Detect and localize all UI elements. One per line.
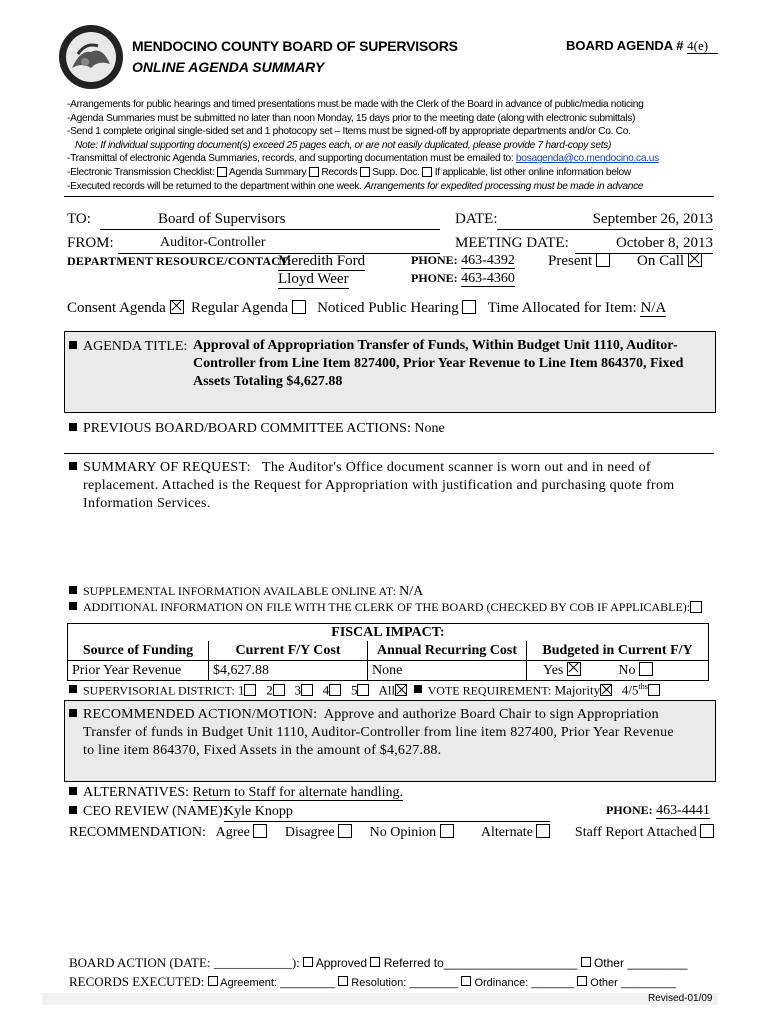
header-divider	[64, 196, 714, 197]
checkbox-regular-agenda[interactable]	[292, 300, 306, 314]
checkbox-district-5[interactable]	[357, 684, 369, 696]
checkbox-disagree[interactable]	[338, 824, 352, 838]
checkbox-on-call[interactable]	[688, 253, 702, 267]
agenda-type-row: Consent Agenda Regular Agenda Noticed Public Hearing Time Allocated for Item: N/A	[67, 300, 667, 316]
checkbox-present[interactable]	[596, 253, 610, 267]
phone-1-value[interactable]: 463-4392	[461, 253, 515, 268]
phone-1: PHONE: 463-4392	[411, 253, 515, 268]
checkbox-other-online[interactable]	[422, 167, 432, 177]
checkbox-district-2[interactable]	[273, 684, 285, 696]
checkbox-budgeted-no[interactable]	[639, 662, 653, 676]
to-field[interactable]: Board of Supervisors	[100, 211, 440, 230]
ceo-review: CEO REVIEW (NAME):	[69, 804, 227, 820]
from-field[interactable]: Auditor-Controller	[118, 235, 440, 254]
board-agenda	[566, 38, 718, 54]
contact-1[interactable]: Meredith Ford	[278, 253, 366, 269]
records-executed-row: RECORDS EXECUTED: Agreement: _________ Resolution: ________ Ordinance: _______ Other _________	[69, 974, 676, 989]
checkbox-resolution[interactable]	[338, 976, 348, 986]
district-row: SUPERVISORIAL DISTRICT: 1 2 3 4 5 All VOTE REQUIREMENT: Majority $4/5^{ths}$	[69, 682, 660, 698]
instruction-line: Note: If individual supporting document(s) exceed 25 pages each, or are not easily duplicated, please provide 7 hard-copy sets)	[75, 139, 612, 151]
contact-label: DEPARTMENT RESOURCE/CONTACT:	[67, 254, 292, 268]
fiscal-budgeted-cell: Yes No	[527, 661, 709, 681]
revised-note: Revised-01/09	[648, 993, 713, 1004]
checkbox-supp-doc[interactable]	[360, 167, 370, 177]
board-agenda-number: 4(e)	[687, 38, 718, 54]
alternatives: ALTERNATIVES: Return to Staff for alternate handling.	[69, 785, 403, 801]
fiscal-table	[67, 623, 709, 681]
ceo-name-field[interactable]: Kyle Knopp	[224, 804, 550, 822]
checkbox-noticed-hearing[interactable]	[462, 300, 476, 314]
board-agenda-label: BOARD AGENDA #	[566, 38, 684, 53]
instruction-line: -Agenda Summaries must be submitted no later than noon Monday, 15 days prior to the meeting date (along with electronic submittals)	[67, 112, 636, 124]
agenda-title-text: Approval of Appropriation Transfer of Funds, Within Budget Unit 1110, Auditor- Controller from Line Item 827400, Prior Year Revenue to Line Item 864370, Fixed Assets Totaling $4,627.88	[193, 338, 684, 389]
email-link[interactable]: bosagenda@co.mendocino.ca.us	[515, 153, 659, 165]
instruction-line: -Electronic Transmission Checklist: Agenda Summary Records Supp. Doc. If applicable, list other online information below	[67, 166, 631, 178]
recommendation-row: RECOMMENDATION: Agree Disagree No Opinion Alternate Staff Report Attached	[69, 824, 714, 841]
checkbox-referred[interactable]	[370, 957, 380, 967]
fiscal-header: Source of Funding	[68, 641, 209, 661]
checkbox-alternate[interactable]	[536, 824, 550, 838]
to-label: TO:	[67, 211, 91, 227]
county-seal	[58, 24, 124, 90]
phone-2: PHONE: 463-4360	[411, 271, 515, 286]
checkbox-budgeted-yes[interactable]	[567, 662, 581, 676]
checkbox-district-4[interactable]	[329, 684, 341, 696]
date-field[interactable]: September 26, 2013	[497, 211, 713, 230]
meeting-date-label: MEETING DATE:	[455, 235, 569, 251]
checkbox-majority[interactable]	[600, 684, 612, 696]
checkbox-district-1[interactable]	[244, 684, 256, 696]
meeting-date-field[interactable]: October 8, 2013	[575, 235, 713, 254]
fiscal-header: Current F/Y Cost	[209, 641, 368, 661]
checkbox-records[interactable]	[309, 167, 319, 177]
checkbox-additional-info[interactable]	[690, 601, 702, 613]
instruction-line: -Transmittal of electronic Agenda Summaries, records, and supporting documentation must be emailed to: bosagenda@co.mendocino.ca.us	[67, 153, 659, 165]
checkbox-agreement[interactable]	[208, 976, 218, 986]
checkbox-district-all[interactable]	[395, 684, 407, 696]
previous-divider	[64, 453, 714, 454]
present-option: Present	[548, 253, 610, 270]
from-label: FROM:	[67, 235, 114, 251]
instruction-line: -Send 1 complete original single-sided set and 1 photocopy set – Items must be signed-off by appropriate departments and/or Co. Co.	[67, 126, 631, 138]
checkbox-staff-report[interactable]	[700, 824, 714, 838]
checkbox-agree[interactable]	[253, 824, 267, 838]
checkbox-approved[interactable]	[303, 957, 313, 967]
fiscal-impact	[67, 623, 709, 681]
additional-info: ADDITIONAL INFORMATION ON FILE WITH THE CLERK OF THE BOARD (CHECKED BY COB IF APPLICABLE):	[69, 600, 702, 615]
checkbox-records-other[interactable]	[577, 976, 587, 986]
time-allocated-value[interactable]: N/A	[640, 300, 667, 316]
fiscal-cell: None	[368, 661, 527, 681]
recommended-action: RECOMMENDED ACTION/MOTION: Approve and authorize Board Chair to sign Appropriation Transfer of funds in Budget Unit 1110, Auditor-Controller from line item 827400, Prior Year Revenue to line item 864370, Fixed Assets in the amount of $4,627.88.	[69, 706, 709, 760]
fiscal-cell: Prior Year Revenue	[68, 661, 209, 681]
fiscal-cell: $4,627.88	[209, 661, 368, 681]
agenda-title-label: AGENDA TITLE:	[69, 338, 187, 355]
ceo-phone-value[interactable]: 463-4441	[656, 803, 710, 818]
fiscal-header: Annual Recurring Cost	[368, 641, 527, 661]
fiscal-header: Budgeted in Current F/Y	[527, 641, 709, 661]
oncall-option: On Call	[637, 253, 702, 270]
phone-2-value[interactable]: 463-4360	[461, 271, 515, 286]
fiscal-title: FISCAL IMPACT:	[68, 624, 709, 642]
checkbox-ordinance[interactable]	[461, 976, 471, 986]
checkbox-agenda-summary[interactable]	[217, 167, 227, 177]
footer-bar	[42, 993, 718, 1005]
header-title: MENDOCINO COUNTY BOARD OF SUPERVISORS	[132, 38, 458, 54]
checkbox-board-other[interactable]	[581, 957, 591, 967]
supplemental-info: SUPPLEMENTAL INFORMATION AVAILABLE ONLINE AT: N/A	[69, 583, 423, 600]
instructions	[67, 98, 727, 193]
checkbox-district-3[interactable]	[301, 684, 313, 696]
date-label: DATE:	[455, 211, 498, 227]
summary-of-request: SUMMARY OF REQUEST: The Auditor's Office document scanner is worn out and in need of replacement. Attached is the Request for Appropriation with justification and purchasing quote from Information Services.	[69, 459, 714, 513]
instruction-line: -Executed records will be returned to the department within one week. Arrangements for expedited processing must be made in advance	[67, 180, 644, 192]
ceo-phone: PHONE: 463-4441	[606, 803, 710, 818]
previous-actions: PREVIOUS BOARD/BOARD COMMITTEE ACTIONS: None	[69, 421, 445, 437]
board-action-row: BOARD ACTION (DATE: ____________): Approved Referred to____________________ Other _________	[69, 955, 688, 970]
checkbox-no-opinion[interactable]	[440, 824, 454, 838]
contact-2[interactable]: Lloyd Weer	[278, 271, 349, 287]
header-subtitle: ONLINE AGENDA SUMMARY	[132, 59, 325, 75]
instruction-line: -Arrangements for public hearings and timed presentations must be made with the Clerk of the Board in advance of public/media noticing	[67, 99, 644, 110]
checkbox-four-fifths[interactable]	[648, 684, 660, 696]
checkbox-consent-agenda[interactable]	[170, 300, 184, 314]
